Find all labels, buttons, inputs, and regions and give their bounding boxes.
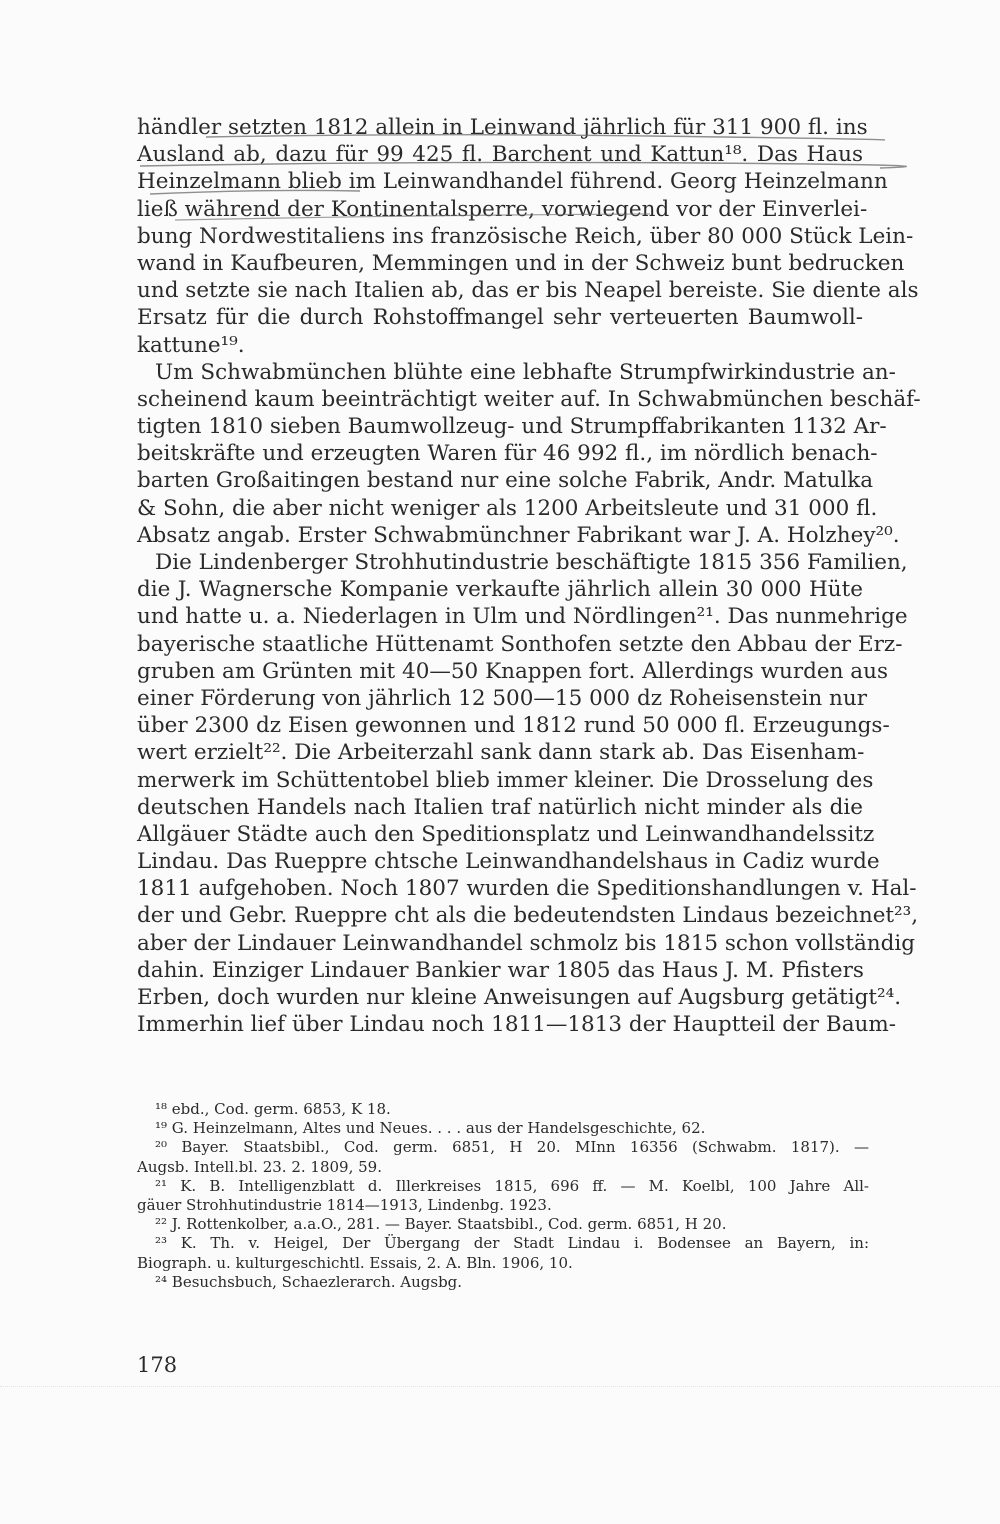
- text-line: Ausland ab, dazu für 99 425 fl. Barchent und Kattun¹⁸. Das Haus: [137, 142, 863, 168]
- text-line: tigten 1810 sieben Baumwollzeug- und Strumpffabrikanten 1132 Ar-: [137, 414, 887, 440]
- footnotes: [137, 1100, 869, 1292]
- footnote: ²⁰ Bayer. Staatsbibl., Cod. germ. 6851, H 20. MInn 16356 (Schwabm. 1817). —: [155, 1138, 869, 1157]
- footnote: ¹⁹ G. Heinzelmann, Altes und Neues. . . . aus der Handelsgeschichte, 62.: [155, 1119, 706, 1138]
- text-line: Absatz angab. Erster Schwabmünchner Fabrikant war J. A. Holzhey²⁰.: [137, 522, 900, 548]
- text-line: beitskräfte und erzeugten Waren für 46 992 fl., im nördlich benach-: [137, 441, 878, 467]
- text-line: aber der Lindauer Leinwandhandel schmolz bis 1815 schon vollständig: [137, 930, 916, 956]
- text-line: einer Förderung von jährlich 12 500—15 000 dz Roheisenstein nur: [137, 685, 867, 711]
- body-text: [137, 114, 921, 1038]
- text-line: ließ während der Kontinentalsperre, vorwiegend vor der Einverlei-: [137, 196, 868, 222]
- text-line: und setzte sie nach Italien ab, das er bis Neapel bereiste. Sie diente als: [137, 278, 919, 304]
- footnote-continuation: Biograph. u. kulturgeschichtl. Essais, 2. A. Bln. 1906, 10.: [137, 1253, 573, 1272]
- text-line: Lindau. Das Rueppre chtsche Leinwandhandelshaus in Cadiz wurde: [137, 849, 880, 875]
- text-line: Die Lindenberger Strohhutindustrie beschäftigte 1815 356 Familien,: [155, 550, 908, 575]
- text-line: und hatte u. a. Niederlagen in Ulm und Nördlingen²¹. Das nunmehrige: [137, 604, 908, 630]
- footnote: ²⁴ Besuchsbuch, Schaezlerarch. Augsbg.: [155, 1272, 463, 1291]
- footnote: ¹⁸ ebd., Cod. germ. 6853, K 18.: [155, 1100, 391, 1118]
- text-line: kattune¹⁹.: [137, 332, 245, 358]
- text-line: gruben am Grünten mit 40—50 Knappen fort. Allerdings wurden aus: [137, 658, 889, 684]
- text-line: & Sohn, die aber nicht weniger als 1200 Arbeitsleute und 31 000 fl.: [137, 495, 878, 521]
- text-line: Um Schwabmünchen blühte eine lebhafte Strumpfwirkindustrie an-: [155, 359, 896, 385]
- text-line: merwerk im Schüttentobel blieb immer kleiner. Die Drosselung des: [137, 767, 874, 793]
- text-line: dahin. Einziger Lindauer Bankier war 1805 das Haus J. M. Pfisters: [137, 957, 864, 983]
- text-line: Allgäuer Städte auch den Speditionsplatz und Leinwandhandelssitz: [137, 821, 875, 847]
- text-line: 1811 aufgehoben. Noch 1807 wurden die Speditionshandlungen v. Hal-: [137, 876, 917, 902]
- text-line: händler setzten 1812 allein in Leinwand jährlich für 311 900 fl. ins: [137, 115, 868, 140]
- text-line: Immerhin lief über Lindau noch 1811—1813 der Hauptteil der Baum-: [137, 1012, 897, 1038]
- scan-edge-divider: [0, 1386, 1000, 1388]
- text-line: bung Nordwestitaliens ins französische Reich, über 80 000 Stück Lein-: [137, 223, 914, 249]
- text-line: wand in Kaufbeuren, Memmingen und in der Schweiz bunt bedrucken: [137, 250, 905, 276]
- text-line: Ersatz für die durch Rohstoffmangel sehr verteuerten Baumwoll-: [137, 305, 863, 331]
- text-line: scheinend kaum beeinträchtigt weiter auf. In Schwabmünchen beschäf-: [137, 386, 921, 412]
- footnote-continuation: gäuer Strohhutindustrie 1814—1913, Lindenbg. 1923.: [137, 1196, 552, 1215]
- text-line: über 2300 dz Eisen gewonnen und 1812 rund 50 000 fl. Erzeugungs-: [137, 713, 890, 739]
- text-line: bayerische staatliche Hüttenamt Sonthofen setzte den Abbau der Erz-: [137, 631, 903, 657]
- text-line: die J. Wagnersche Kompanie verkaufte jährlich allein 30 000 Hüte: [137, 577, 863, 603]
- text-line: der und Gebr. Rueppre cht als die bedeutendsten Lindaus bezeichnet²³,: [137, 903, 919, 929]
- page-number: 178: [137, 1353, 178, 1377]
- text-line: Erben, doch wurden nur kleine Anweisungen auf Augsburg getätigt²⁴.: [137, 985, 902, 1010]
- footnote: ²³ K. Th. v. Heigel, Der Übergang der Stadt Lindau i. Bodensee an Bayern, in:: [155, 1234, 869, 1253]
- text-line: Heinzelmann blieb im Leinwandhandel führend. Georg Heinzelmann: [137, 169, 888, 195]
- footnote-continuation: Augsb. Intell.bl. 23. 2. 1809, 59.: [137, 1157, 382, 1176]
- footnote: ²¹ K. B. Intelligenzblatt d. Illerkreises 1815, 696 ff. — M. Koelbl, 100 Jahre All-: [155, 1176, 869, 1195]
- footnote: ²² J. Rottenkolber, a.a.O., 281. — Bayer. Staatsbibl., Cod. germ. 6851, H 20.: [155, 1215, 727, 1234]
- text-line: wert erzielt²². Die Arbeiterzahl sank dann stark ab. Das Eisenham-: [137, 740, 865, 766]
- text-line: barten Großaitingen bestand nur eine solche Fabrik, Andr. Matulka: [137, 468, 874, 494]
- text-line: deutschen Handels nach Italien traf natürlich nicht minder als die: [137, 794, 863, 820]
